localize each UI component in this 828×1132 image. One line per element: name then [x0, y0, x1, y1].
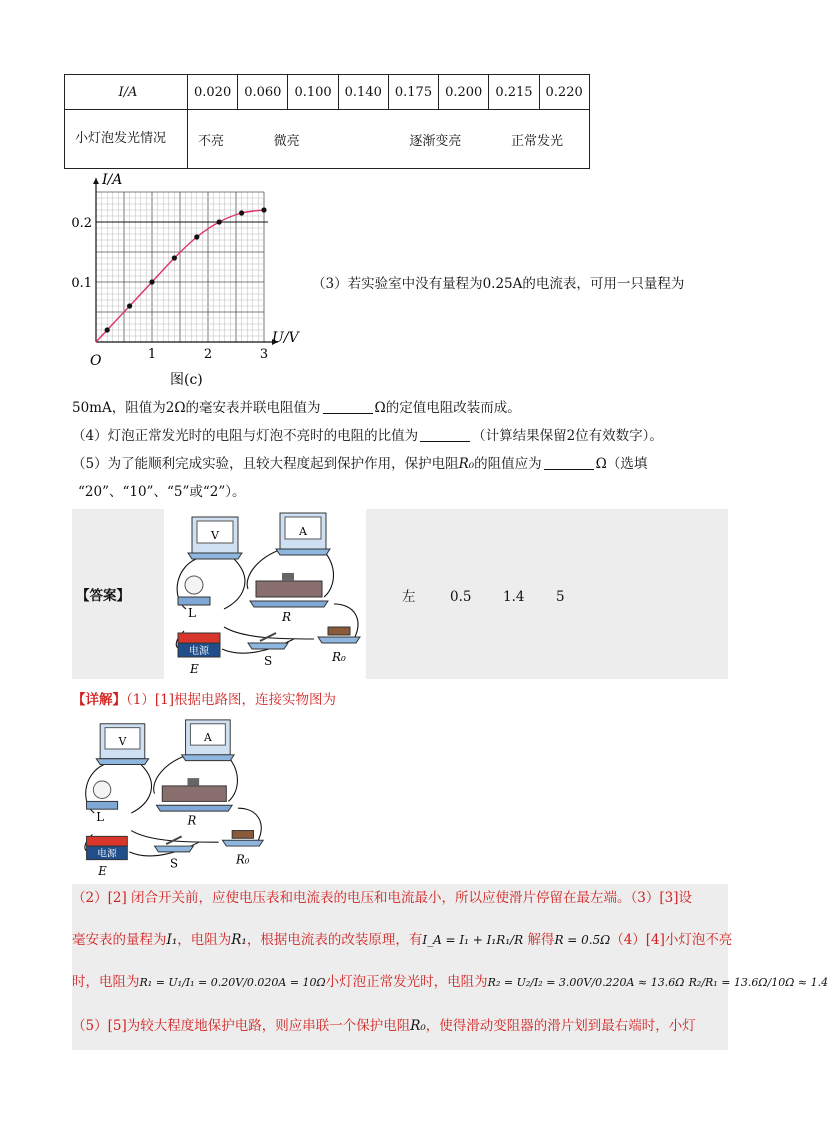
detail-p2: （2）[2] 闭合开关前，应使电压表和电流表的电压和电流最小，所以应使滑片停留在最左端。（3）[3]设	[72, 890, 692, 906]
table-cell: 0.220	[539, 75, 589, 110]
source-label: 电源	[97, 848, 117, 860]
circuit-diagram-detail	[72, 716, 270, 881]
answer-blank[interactable]	[420, 427, 470, 442]
q5-text-b: 的阻值应为	[474, 456, 542, 472]
lamp-label: L	[96, 809, 104, 824]
detail-p1: （1）[1]根据电路图，连接实物图为	[126, 692, 336, 708]
power-source	[178, 633, 220, 676]
table-row	[65, 75, 590, 110]
table-header-light: 小灯泡发光情况	[65, 110, 188, 169]
data-point	[239, 210, 244, 215]
x-axis-label: U/V	[272, 330, 299, 346]
detail-text: 时，电阻为	[72, 974, 140, 990]
emf-label: E	[190, 662, 199, 676]
detail-text: ，电阻为	[177, 932, 232, 948]
state-label: 不亮	[198, 133, 225, 149]
q5-text-a: （5）为了能顺利完成实验，且较大程度起到保护作用，保护电阻	[72, 456, 459, 472]
state-label: 正常发光	[510, 133, 563, 149]
emf-label: E	[98, 864, 107, 879]
switch-label: S	[170, 856, 178, 871]
q4-text-a: （4）灯泡正常发光时的电阻与灯泡不亮时的电阻的比值为	[72, 428, 419, 444]
equation: R₂ = U₂/I₂ = 3.00V/0.220A ≈ 13.6Ω	[487, 976, 685, 989]
resistor-label: R₀	[332, 650, 346, 664]
y-axis-arrow	[93, 178, 99, 184]
table-cell: 0.140	[338, 75, 388, 110]
symbol-R0: R₀	[410, 1018, 426, 1034]
q5-symbol: R₀	[458, 456, 475, 472]
q4-text-b: （计算结果保留2位有效数字）。	[472, 428, 663, 444]
table-cell: 0.200	[439, 75, 489, 110]
detail-text: ，使得滑动变阻器的滑片划到最右端时，小灯	[425, 1018, 696, 1034]
detail-text: 毫安表的量程为	[72, 932, 167, 948]
q4-line	[72, 426, 663, 446]
y-axis-label: I/A	[102, 172, 123, 188]
voltmeter-label: V	[118, 735, 127, 749]
q3-line1: （3）若实验室中没有量程为0.25A的电流表，可用一只量程为	[312, 276, 685, 292]
iu-chart	[71, 170, 310, 390]
data-point	[261, 207, 266, 212]
q3-text-a: 50mA，阻值为2Ω的毫安表并联电阻值为	[72, 400, 321, 416]
equation: R₂/R₁ = 13.6Ω/10Ω ≈ 1.4	[688, 976, 828, 989]
detail-line3	[72, 930, 732, 950]
rheostat-label: R	[187, 813, 197, 828]
answer-value: 1.4	[503, 589, 525, 605]
rheostat	[250, 573, 328, 624]
equation: R₁ = U₁/I₁ = 0.20V/0.020A = 10Ω	[139, 976, 326, 989]
table-header-current: I/A	[65, 75, 188, 110]
equation: I_A = I₁ + I₁R₁/R	[422, 933, 524, 947]
q5-line2: “20”、“10”、“5”或“2”）。	[78, 484, 246, 500]
detail-text: （4）[4]小灯泡不亮	[610, 932, 733, 948]
data-point	[149, 279, 154, 284]
table-cell: 0.175	[388, 75, 438, 110]
detail-text: 解得	[527, 932, 555, 948]
answer-label: 【答案】	[76, 588, 130, 604]
state-label: 逐渐变亮	[409, 133, 462, 149]
detail-line4	[72, 972, 828, 993]
answer-blank[interactable]	[544, 455, 594, 470]
y-tick-label: 0.2	[71, 216, 92, 231]
table-row	[65, 110, 590, 169]
data-point	[217, 219, 222, 224]
answer-blank[interactable]	[323, 399, 373, 414]
q3-text-b: Ω的定值电阻改装而成。	[374, 400, 521, 416]
table-cell: 0.060	[238, 75, 288, 110]
circuit-drawing	[176, 513, 360, 676]
state-label: 微亮	[273, 133, 300, 149]
q5-text-c: Ω（选填	[595, 456, 648, 472]
x-tick-label: 3	[259, 347, 269, 362]
source-label: 电源	[189, 646, 209, 657]
detail-label: 【详解】	[72, 692, 126, 708]
table-cell: 0.215	[489, 75, 539, 110]
detail-line5	[72, 1016, 696, 1036]
detail-text: （5）[5]为较大程度地保护电路，则应串联一个保护电阻	[72, 1018, 411, 1034]
ammeter-label: A	[299, 525, 307, 538]
y-tick-label: 0.1	[71, 276, 92, 291]
symbol-R1: R₁	[231, 932, 247, 948]
origin-label: O	[90, 353, 102, 369]
data-point	[172, 255, 177, 260]
answer-value: 0.5	[450, 589, 472, 605]
data-point	[194, 234, 199, 239]
answer-value: 5	[556, 589, 565, 605]
detail-text: 小灯泡正常发光时，电阻为	[325, 974, 488, 990]
rheostat-label: R	[282, 610, 292, 624]
answer-value: 左	[402, 589, 416, 605]
equation: R = 0.5Ω	[554, 933, 611, 947]
voltmeter-label: V	[211, 529, 219, 542]
circuit-drawing	[85, 720, 263, 878]
detail-line1	[72, 690, 336, 710]
switch-label: S	[264, 654, 273, 668]
protective-resistor	[318, 627, 360, 664]
data-table	[64, 74, 590, 169]
voltmeter	[188, 517, 242, 559]
lamp-label: L	[188, 606, 196, 620]
ammeter	[276, 513, 330, 555]
data-point	[105, 327, 110, 332]
x-tick-label: 2	[203, 347, 213, 362]
detail-text: ，根据电流表的改装原理，有	[246, 932, 423, 948]
ammeter-label: A	[204, 731, 212, 745]
table-cell: 0.100	[288, 75, 338, 110]
circuit-diagram	[164, 509, 366, 679]
lamp	[178, 576, 210, 620]
symbol-I1: I₁	[166, 932, 178, 948]
q5-line1	[72, 454, 647, 474]
table-cell: 0.020	[188, 75, 238, 110]
table-cell-states	[188, 110, 590, 169]
data-point	[127, 303, 132, 308]
figure-caption: 图(c)	[170, 372, 203, 388]
x-tick-label: 1	[147, 347, 157, 362]
q3-line2	[72, 398, 521, 418]
resistor-label: R₀	[236, 852, 250, 867]
